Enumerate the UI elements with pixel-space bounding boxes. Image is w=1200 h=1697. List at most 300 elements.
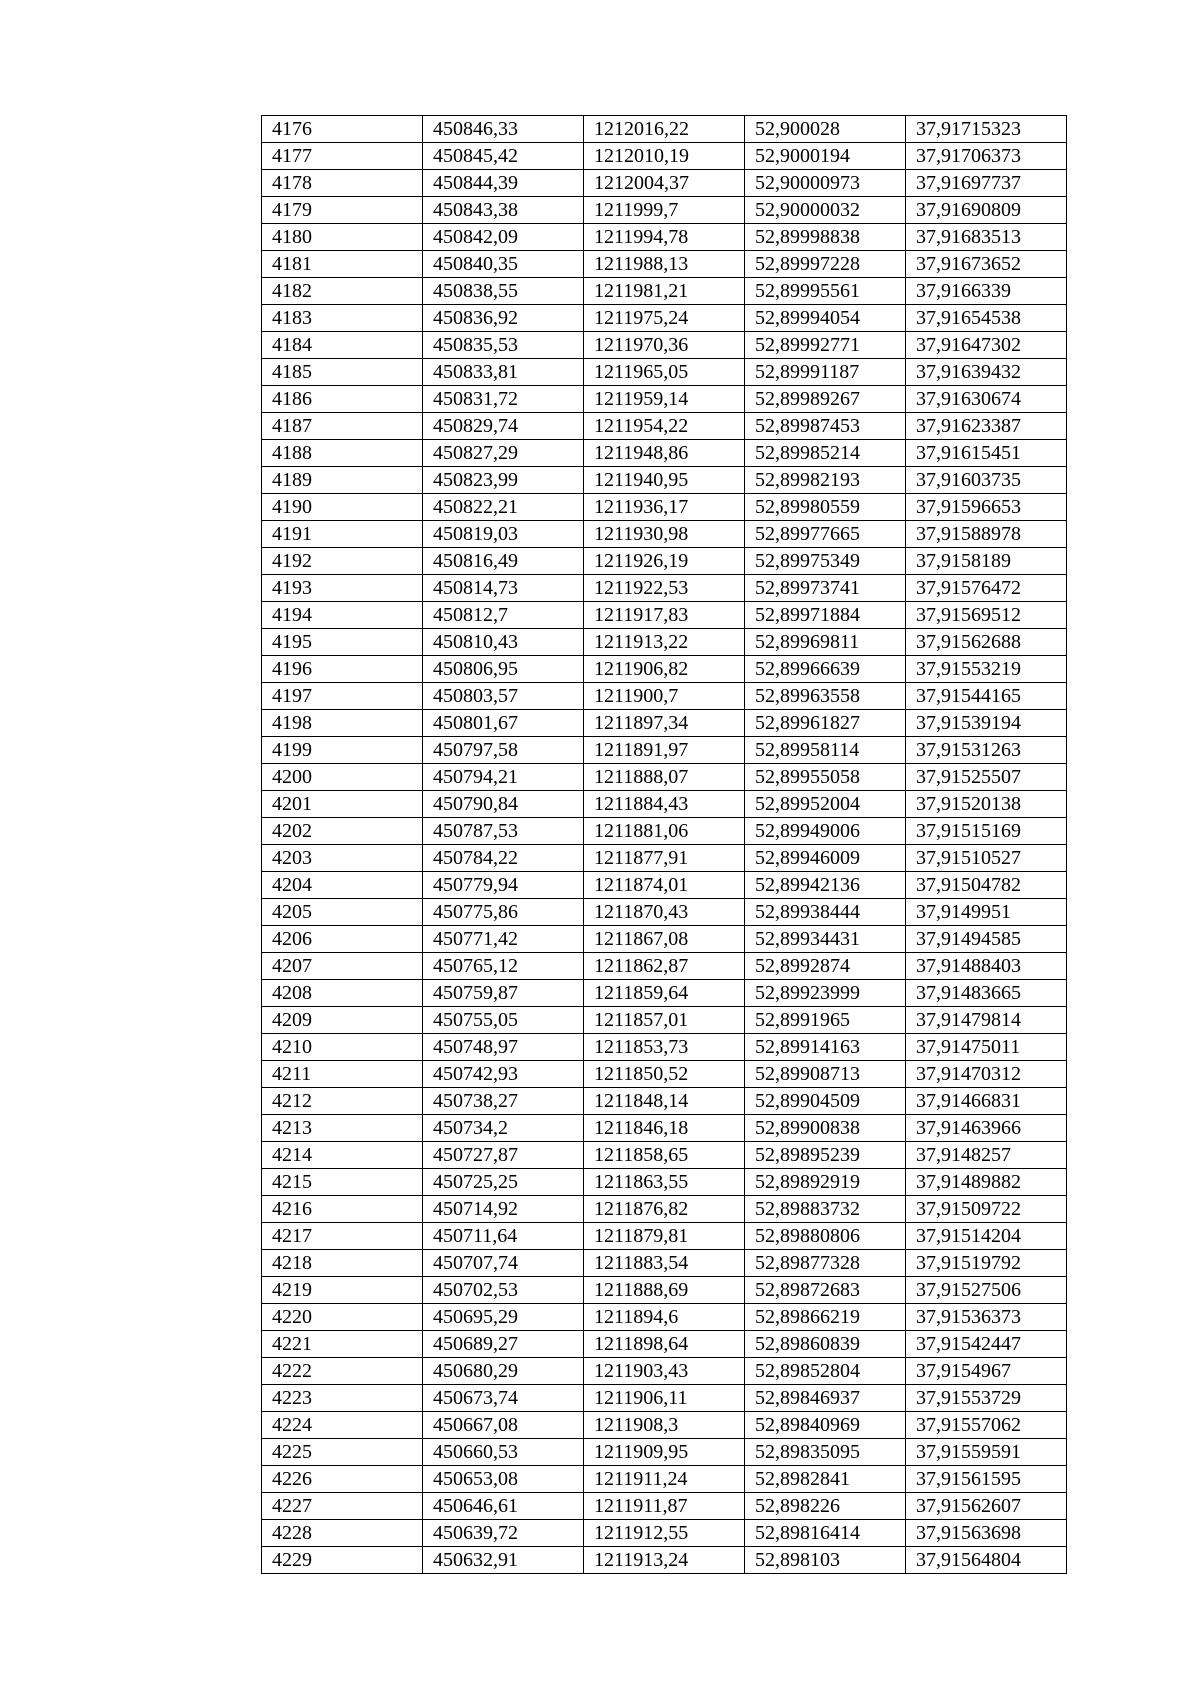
latitude-cell: 52,898226	[745, 1493, 906, 1520]
latitude-cell: 52,89952004	[745, 791, 906, 818]
latitude-cell: 52,89961827	[745, 710, 906, 737]
y-coordinate-cell: 1211846,18	[584, 1115, 745, 1142]
point-number-cell: 4208	[262, 980, 423, 1007]
x-coordinate-cell: 450794,21	[423, 764, 584, 791]
point-number-cell: 4190	[262, 494, 423, 521]
y-coordinate-cell: 1211883,54	[584, 1250, 745, 1277]
longitude-cell: 37,91639432	[906, 359, 1067, 386]
point-number-cell: 4229	[262, 1547, 423, 1574]
x-coordinate-cell: 450646,61	[423, 1493, 584, 1520]
point-number-cell: 4187	[262, 413, 423, 440]
longitude-cell: 37,91504782	[906, 872, 1067, 899]
longitude-cell: 37,91520138	[906, 791, 1067, 818]
x-coordinate-cell: 450714,92	[423, 1196, 584, 1223]
latitude-cell: 52,89835095	[745, 1439, 906, 1466]
y-coordinate-cell: 1211917,83	[584, 602, 745, 629]
table-row	[262, 683, 1067, 710]
x-coordinate-cell: 450810,43	[423, 629, 584, 656]
x-coordinate-cell: 450835,53	[423, 332, 584, 359]
latitude-cell: 52,89892919	[745, 1169, 906, 1196]
x-coordinate-cell: 450680,29	[423, 1358, 584, 1385]
x-coordinate-cell: 450702,53	[423, 1277, 584, 1304]
latitude-cell: 52,89895239	[745, 1142, 906, 1169]
table-row	[262, 1169, 1067, 1196]
latitude-cell: 52,89923999	[745, 980, 906, 1007]
longitude-cell: 37,91588978	[906, 521, 1067, 548]
x-coordinate-cell: 450836,92	[423, 305, 584, 332]
table-row	[262, 1196, 1067, 1223]
y-coordinate-cell: 1211853,73	[584, 1034, 745, 1061]
longitude-cell: 37,91654538	[906, 305, 1067, 332]
latitude-cell: 52,89900838	[745, 1115, 906, 1142]
latitude-cell: 52,89946009	[745, 845, 906, 872]
y-coordinate-cell: 1211908,3	[584, 1412, 745, 1439]
longitude-cell: 37,91539194	[906, 710, 1067, 737]
table-row	[262, 1493, 1067, 1520]
table-row	[262, 980, 1067, 1007]
table-row	[262, 170, 1067, 197]
y-coordinate-cell: 1211948,86	[584, 440, 745, 467]
table-row	[262, 278, 1067, 305]
latitude-cell: 52,89971884	[745, 602, 906, 629]
x-coordinate-cell: 450639,72	[423, 1520, 584, 1547]
y-coordinate-cell: 1211876,82	[584, 1196, 745, 1223]
x-coordinate-cell: 450843,38	[423, 197, 584, 224]
x-coordinate-cell: 450803,57	[423, 683, 584, 710]
x-coordinate-cell: 450840,35	[423, 251, 584, 278]
y-coordinate-cell: 1211940,95	[584, 467, 745, 494]
x-coordinate-cell: 450759,87	[423, 980, 584, 1007]
longitude-cell: 37,91557062	[906, 1412, 1067, 1439]
point-number-cell: 4214	[262, 1142, 423, 1169]
x-coordinate-cell: 450829,74	[423, 413, 584, 440]
x-coordinate-cell: 450632,91	[423, 1547, 584, 1574]
table-row	[262, 143, 1067, 170]
table-row	[262, 818, 1067, 845]
table-row	[262, 305, 1067, 332]
y-coordinate-cell: 1211877,91	[584, 845, 745, 872]
point-number-cell: 4220	[262, 1304, 423, 1331]
y-coordinate-cell: 1211850,52	[584, 1061, 745, 1088]
x-coordinate-cell: 450814,73	[423, 575, 584, 602]
longitude-cell: 37,91630674	[906, 386, 1067, 413]
latitude-cell: 52,89985214	[745, 440, 906, 467]
y-coordinate-cell: 1211988,13	[584, 251, 745, 278]
y-coordinate-cell: 1211959,14	[584, 386, 745, 413]
longitude-cell: 37,91553219	[906, 656, 1067, 683]
x-coordinate-cell: 450845,42	[423, 143, 584, 170]
point-number-cell: 4223	[262, 1385, 423, 1412]
point-number-cell: 4188	[262, 440, 423, 467]
y-coordinate-cell: 1211857,01	[584, 1007, 745, 1034]
point-number-cell: 4196	[262, 656, 423, 683]
y-coordinate-cell: 1211897,34	[584, 710, 745, 737]
longitude-cell: 37,91466831	[906, 1088, 1067, 1115]
longitude-cell: 37,91475011	[906, 1034, 1067, 1061]
y-coordinate-cell: 1211898,64	[584, 1331, 745, 1358]
x-coordinate-cell: 450711,64	[423, 1223, 584, 1250]
longitude-cell: 37,9154967	[906, 1358, 1067, 1385]
point-number-cell: 4177	[262, 143, 423, 170]
latitude-cell: 52,89938444	[745, 899, 906, 926]
x-coordinate-cell: 450822,21	[423, 494, 584, 521]
point-number-cell: 4198	[262, 710, 423, 737]
x-coordinate-cell: 450801,67	[423, 710, 584, 737]
latitude-cell: 52,89934431	[745, 926, 906, 953]
table-row	[262, 1439, 1067, 1466]
latitude-cell: 52,8991965	[745, 1007, 906, 1034]
x-coordinate-cell: 450787,53	[423, 818, 584, 845]
x-coordinate-cell: 450846,33	[423, 116, 584, 143]
table-row	[262, 1331, 1067, 1358]
latitude-cell: 52,89840969	[745, 1412, 906, 1439]
y-coordinate-cell: 1211981,21	[584, 278, 745, 305]
x-coordinate-cell: 450823,99	[423, 467, 584, 494]
latitude-cell: 52,89955058	[745, 764, 906, 791]
point-number-cell: 4217	[262, 1223, 423, 1250]
longitude-cell: 37,9166339	[906, 278, 1067, 305]
table-row	[262, 1142, 1067, 1169]
y-coordinate-cell: 1211858,65	[584, 1142, 745, 1169]
y-coordinate-cell: 1211879,81	[584, 1223, 745, 1250]
latitude-cell: 52,89975349	[745, 548, 906, 575]
longitude-cell: 37,91553729	[906, 1385, 1067, 1412]
latitude-cell: 52,89994054	[745, 305, 906, 332]
point-number-cell: 4200	[262, 764, 423, 791]
latitude-cell: 52,89908713	[745, 1061, 906, 1088]
x-coordinate-cell: 450748,97	[423, 1034, 584, 1061]
x-coordinate-cell: 450725,25	[423, 1169, 584, 1196]
longitude-cell: 37,91470312	[906, 1061, 1067, 1088]
table-row	[262, 1466, 1067, 1493]
longitude-cell: 37,91542447	[906, 1331, 1067, 1358]
table-row	[262, 656, 1067, 683]
latitude-cell: 52,89997228	[745, 251, 906, 278]
x-coordinate-cell: 450779,94	[423, 872, 584, 899]
table-row	[262, 1115, 1067, 1142]
table-row	[262, 602, 1067, 629]
latitude-cell: 52,89883732	[745, 1196, 906, 1223]
latitude-cell: 52,89973741	[745, 575, 906, 602]
point-number-cell: 4203	[262, 845, 423, 872]
table-row	[262, 224, 1067, 251]
point-number-cell: 4210	[262, 1034, 423, 1061]
coordinates-table	[261, 115, 1067, 1574]
point-number-cell: 4194	[262, 602, 423, 629]
longitude-cell: 37,91488403	[906, 953, 1067, 980]
y-coordinate-cell: 1211954,22	[584, 413, 745, 440]
longitude-cell: 37,9148257	[906, 1142, 1067, 1169]
latitude-cell: 52,89991187	[745, 359, 906, 386]
x-coordinate-cell: 450790,84	[423, 791, 584, 818]
y-coordinate-cell: 1211888,07	[584, 764, 745, 791]
x-coordinate-cell: 450707,74	[423, 1250, 584, 1277]
y-coordinate-cell: 1211930,98	[584, 521, 745, 548]
longitude-cell: 37,91525507	[906, 764, 1067, 791]
point-number-cell: 4193	[262, 575, 423, 602]
table-row	[262, 575, 1067, 602]
latitude-cell: 52,89852804	[745, 1358, 906, 1385]
latitude-cell: 52,89982193	[745, 467, 906, 494]
latitude-cell: 52,9000194	[745, 143, 906, 170]
y-coordinate-cell: 1212004,37	[584, 170, 745, 197]
point-number-cell: 4186	[262, 386, 423, 413]
table-row	[262, 440, 1067, 467]
x-coordinate-cell: 450734,2	[423, 1115, 584, 1142]
latitude-cell: 52,89877328	[745, 1250, 906, 1277]
longitude-cell: 37,91683513	[906, 224, 1067, 251]
longitude-cell: 37,91615451	[906, 440, 1067, 467]
longitude-cell: 37,91531263	[906, 737, 1067, 764]
point-number-cell: 4197	[262, 683, 423, 710]
latitude-cell: 52,89914163	[745, 1034, 906, 1061]
point-number-cell: 4192	[262, 548, 423, 575]
latitude-cell: 52,89816414	[745, 1520, 906, 1547]
latitude-cell: 52,89942136	[745, 872, 906, 899]
y-coordinate-cell: 1211884,43	[584, 791, 745, 818]
longitude-cell: 37,91715323	[906, 116, 1067, 143]
y-coordinate-cell: 1212010,19	[584, 143, 745, 170]
table-row	[262, 1358, 1067, 1385]
x-coordinate-cell: 450653,08	[423, 1466, 584, 1493]
table-row	[262, 953, 1067, 980]
longitude-cell: 37,9158189	[906, 548, 1067, 575]
table-row	[262, 332, 1067, 359]
table-row	[262, 251, 1067, 278]
longitude-cell: 37,91673652	[906, 251, 1067, 278]
latitude-cell: 52,89846937	[745, 1385, 906, 1412]
longitude-cell: 37,91510527	[906, 845, 1067, 872]
table-row	[262, 926, 1067, 953]
longitude-cell: 37,9149951	[906, 899, 1067, 926]
latitude-cell: 52,89904509	[745, 1088, 906, 1115]
y-coordinate-cell: 1211913,24	[584, 1547, 745, 1574]
table-row	[262, 629, 1067, 656]
y-coordinate-cell: 1211888,69	[584, 1277, 745, 1304]
y-coordinate-cell: 1211936,17	[584, 494, 745, 521]
point-number-cell: 4212	[262, 1088, 423, 1115]
table-row	[262, 1277, 1067, 1304]
longitude-cell: 37,91509722	[906, 1196, 1067, 1223]
x-coordinate-cell: 450831,72	[423, 386, 584, 413]
longitude-cell: 37,91564804	[906, 1547, 1067, 1574]
table-row	[262, 1007, 1067, 1034]
y-coordinate-cell: 1211862,87	[584, 953, 745, 980]
point-number-cell: 4205	[262, 899, 423, 926]
latitude-cell: 52,89992771	[745, 332, 906, 359]
point-number-cell: 4176	[262, 116, 423, 143]
table-row	[262, 359, 1067, 386]
x-coordinate-cell: 450742,93	[423, 1061, 584, 1088]
table-row	[262, 521, 1067, 548]
latitude-cell: 52,89998838	[745, 224, 906, 251]
latitude-cell: 52,898103	[745, 1547, 906, 1574]
y-coordinate-cell: 1211999,7	[584, 197, 745, 224]
x-coordinate-cell: 450812,7	[423, 602, 584, 629]
table-row	[262, 467, 1067, 494]
longitude-cell: 37,91515169	[906, 818, 1067, 845]
longitude-cell: 37,91647302	[906, 332, 1067, 359]
table-row	[262, 386, 1067, 413]
latitude-cell: 52,89966639	[745, 656, 906, 683]
latitude-cell: 52,89872683	[745, 1277, 906, 1304]
point-number-cell: 4226	[262, 1466, 423, 1493]
y-coordinate-cell: 1211859,64	[584, 980, 745, 1007]
longitude-cell: 37,91514204	[906, 1223, 1067, 1250]
point-number-cell: 4179	[262, 197, 423, 224]
latitude-cell: 52,89880806	[745, 1223, 906, 1250]
point-number-cell: 4224	[262, 1412, 423, 1439]
table-row	[262, 197, 1067, 224]
y-coordinate-cell: 1211848,14	[584, 1088, 745, 1115]
longitude-cell: 37,91519792	[906, 1250, 1067, 1277]
point-number-cell: 4182	[262, 278, 423, 305]
longitude-cell: 37,91544165	[906, 683, 1067, 710]
table-row	[262, 1385, 1067, 1412]
longitude-cell: 37,91483665	[906, 980, 1067, 1007]
y-coordinate-cell: 1211911,24	[584, 1466, 745, 1493]
x-coordinate-cell: 450806,95	[423, 656, 584, 683]
point-number-cell: 4211	[262, 1061, 423, 1088]
longitude-cell: 37,91576472	[906, 575, 1067, 602]
table-row	[262, 1223, 1067, 1250]
x-coordinate-cell: 450797,58	[423, 737, 584, 764]
longitude-cell: 37,91569512	[906, 602, 1067, 629]
table-row	[262, 845, 1067, 872]
point-number-cell: 4215	[262, 1169, 423, 1196]
y-coordinate-cell: 1211965,05	[584, 359, 745, 386]
x-coordinate-cell: 450771,42	[423, 926, 584, 953]
longitude-cell: 37,91706373	[906, 143, 1067, 170]
point-number-cell: 4202	[262, 818, 423, 845]
latitude-cell: 52,89958114	[745, 737, 906, 764]
table-row	[262, 413, 1067, 440]
latitude-cell: 52,90000973	[745, 170, 906, 197]
point-number-cell: 4199	[262, 737, 423, 764]
table-row	[262, 872, 1067, 899]
x-coordinate-cell: 450765,12	[423, 953, 584, 980]
longitude-cell: 37,91561595	[906, 1466, 1067, 1493]
y-coordinate-cell: 1211903,43	[584, 1358, 745, 1385]
point-number-cell: 4201	[262, 791, 423, 818]
y-coordinate-cell: 1211975,24	[584, 305, 745, 332]
point-number-cell: 4225	[262, 1439, 423, 1466]
longitude-cell: 37,91562688	[906, 629, 1067, 656]
x-coordinate-cell: 450673,74	[423, 1385, 584, 1412]
table-row	[262, 1412, 1067, 1439]
longitude-cell: 37,91536373	[906, 1304, 1067, 1331]
y-coordinate-cell: 1211922,53	[584, 575, 745, 602]
latitude-cell: 52,89980559	[745, 494, 906, 521]
x-coordinate-cell: 450660,53	[423, 1439, 584, 1466]
point-number-cell: 4185	[262, 359, 423, 386]
latitude-cell: 52,89987453	[745, 413, 906, 440]
longitude-cell: 37,91559591	[906, 1439, 1067, 1466]
x-coordinate-cell: 450827,29	[423, 440, 584, 467]
y-coordinate-cell: 1211900,7	[584, 683, 745, 710]
longitude-cell: 37,91527506	[906, 1277, 1067, 1304]
latitude-cell: 52,89860839	[745, 1331, 906, 1358]
longitude-cell: 37,91563698	[906, 1520, 1067, 1547]
longitude-cell: 37,91596653	[906, 494, 1067, 521]
y-coordinate-cell: 1211909,95	[584, 1439, 745, 1466]
table-row	[262, 1520, 1067, 1547]
longitude-cell: 37,91690809	[906, 197, 1067, 224]
point-number-cell: 4180	[262, 224, 423, 251]
x-coordinate-cell: 450784,22	[423, 845, 584, 872]
y-coordinate-cell: 1211863,55	[584, 1169, 745, 1196]
point-number-cell: 4184	[262, 332, 423, 359]
longitude-cell: 37,91489882	[906, 1169, 1067, 1196]
point-number-cell: 4221	[262, 1331, 423, 1358]
x-coordinate-cell: 450816,49	[423, 548, 584, 575]
latitude-cell: 52,89949006	[745, 818, 906, 845]
table-row	[262, 1304, 1067, 1331]
point-number-cell: 4206	[262, 926, 423, 953]
table-row	[262, 1034, 1067, 1061]
table-row	[262, 1547, 1067, 1574]
y-coordinate-cell: 1211906,82	[584, 656, 745, 683]
latitude-cell: 52,8982841	[745, 1466, 906, 1493]
table-row	[262, 1088, 1067, 1115]
latitude-cell: 52,89866219	[745, 1304, 906, 1331]
x-coordinate-cell: 450833,81	[423, 359, 584, 386]
longitude-cell: 37,91623387	[906, 413, 1067, 440]
y-coordinate-cell: 1211926,19	[584, 548, 745, 575]
table-row	[262, 494, 1067, 521]
latitude-cell: 52,900028	[745, 116, 906, 143]
x-coordinate-cell: 450738,27	[423, 1088, 584, 1115]
y-coordinate-cell: 1211894,6	[584, 1304, 745, 1331]
y-coordinate-cell: 1211970,36	[584, 332, 745, 359]
x-coordinate-cell: 450727,87	[423, 1142, 584, 1169]
coordinates-table-body	[262, 116, 1067, 1574]
y-coordinate-cell: 1211912,55	[584, 1520, 745, 1547]
table-row	[262, 710, 1067, 737]
point-number-cell: 4227	[262, 1493, 423, 1520]
point-number-cell: 4181	[262, 251, 423, 278]
longitude-cell: 37,91603735	[906, 467, 1067, 494]
table-row	[262, 116, 1067, 143]
x-coordinate-cell: 450667,08	[423, 1412, 584, 1439]
longitude-cell: 37,91463966	[906, 1115, 1067, 1142]
y-coordinate-cell: 1211881,06	[584, 818, 745, 845]
latitude-cell: 52,8992874	[745, 953, 906, 980]
point-number-cell: 4191	[262, 521, 423, 548]
point-number-cell: 4218	[262, 1250, 423, 1277]
table-row	[262, 1061, 1067, 1088]
y-coordinate-cell: 1211891,97	[584, 737, 745, 764]
y-coordinate-cell: 1212016,22	[584, 116, 745, 143]
table-row	[262, 548, 1067, 575]
latitude-cell: 52,89995561	[745, 278, 906, 305]
y-coordinate-cell: 1211874,01	[584, 872, 745, 899]
longitude-cell: 37,91479814	[906, 1007, 1067, 1034]
latitude-cell: 52,89989267	[745, 386, 906, 413]
longitude-cell: 37,91697737	[906, 170, 1067, 197]
y-coordinate-cell: 1211913,22	[584, 629, 745, 656]
table-row	[262, 764, 1067, 791]
x-coordinate-cell: 450844,39	[423, 170, 584, 197]
latitude-cell: 52,89963558	[745, 683, 906, 710]
x-coordinate-cell: 450838,55	[423, 278, 584, 305]
point-number-cell: 4204	[262, 872, 423, 899]
x-coordinate-cell: 450775,86	[423, 899, 584, 926]
point-number-cell: 4209	[262, 1007, 423, 1034]
y-coordinate-cell: 1211911,87	[584, 1493, 745, 1520]
point-number-cell: 4195	[262, 629, 423, 656]
table-row	[262, 1250, 1067, 1277]
